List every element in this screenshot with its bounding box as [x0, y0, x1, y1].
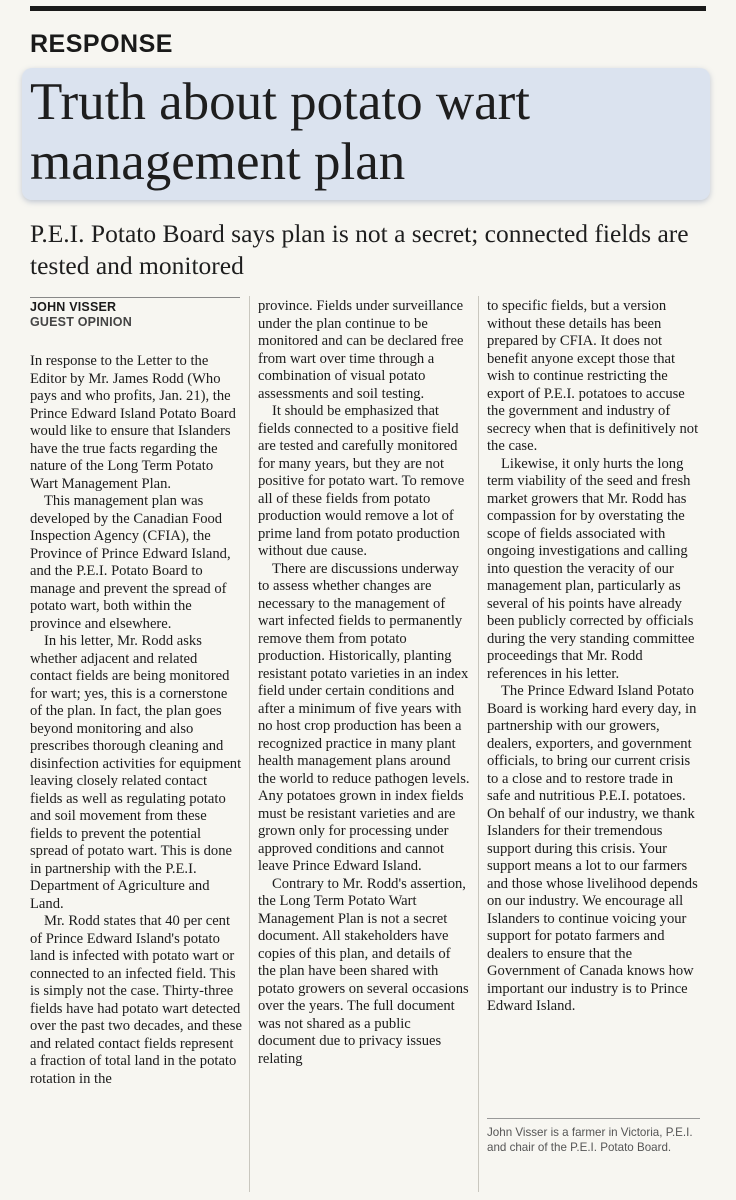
- paragraph: to specific fields, but a version without these details has been prepared by CFIA. It does not benefit anyone except those that wish to continue restricting the export of P.E.I. potatoes to accuse the government and industry of secrecy when that is definitively not the case.: [487, 298, 699, 454]
- byline-author: JOHN VISSER: [30, 300, 117, 314]
- top-rule: [30, 6, 706, 11]
- byline-rule: [30, 297, 240, 298]
- paragraph: This management plan was developed by the Canadian Food Inspection Agency (CFIA), the Province of Prince Edward Island, and the P.E.I. Potato Board to manage and prevent the spread of potato wart, both within the province and elsewhere.: [30, 493, 231, 632]
- column-divider: [478, 296, 479, 1192]
- article-column-3: [487, 298, 700, 1016]
- paragraph: There are discussions underway to assess whether changes are necessary to the management of wart infected fields to permanently remove them from potato production. Historically, planting resistant potato varieties in an index field under certain conditions and after a minimum of five years with no host crop production has been a recognized practice in many plant health management plans around the world to reduce pathogen levels. Any potatoes grown in index fields must be resistant varieties and are grown only for processing under approved conditions and cannot leave Prince Edward Island.: [258, 560, 470, 874]
- column-divider: [249, 296, 250, 1192]
- deck: P.E.I. Potato Board says plan is not a secret; connected fields are tested and monitored: [30, 219, 689, 280]
- paragraph: Contrary to Mr. Rodd's assertion, the Long Term Potato Wart Management Plan is not a secret document. All stakeholders have copies of this plan, and details of the plan have been shared with potato growers on several occasions over the years. The full document was not shared as a public document due to privacy issues relating: [258, 875, 469, 1067]
- paragraph: province. Fields under surveillance under the plan continue to be monitored and can be declared free from wart over time through a combination of visual potato assessments and soil testing.: [258, 298, 464, 402]
- article-column-2: [258, 298, 470, 1068]
- paragraph: Mr. Rodd states that 40 per cent of Prince Edward Island's potato land is infected with potato wart or connected to an infected field. This is simply not the case. Thirty-three fields have had potato wart detected over the past two decades, and these and related contact fields represent a fraction of total land in the potato rotation in the: [30, 913, 242, 1087]
- paragraph: It should be emphasized that fields connected to a positive field are tested and carefully monitored for many years, but they are not positive for potato wart. To remove all of these fields from potato production would remove a lot of prime land from potato production without due cause.: [258, 403, 465, 559]
- paragraph: In response to the Letter to the Editor by Mr. James Rodd (Who pays and who profits, Jan. 21), the Prince Edward Island Potato Board would like to ensure that Islanders have the true facts regarding the nature of the Long Term Potato Wart Management Plan.: [30, 353, 236, 492]
- bio-rule: [487, 1118, 700, 1119]
- paragraph: Likewise, it only hurts the long term viability of the seed and fresh market growers that Mr. Rodd has compassion for by overstating the scope of fields associated with ongoing investigations and calling into question the veracity of our management plan, particularly as several of his points have already been publicly corrected by officials during the very standing committee proceedings that Mr. Rodd references in his letter.: [487, 455, 695, 682]
- byline-role: GUEST OPINION: [30, 315, 132, 329]
- section-kicker: RESPONSE: [30, 30, 173, 58]
- paragraph: In his letter, Mr. Rodd asks whether adjacent and related contact fields are being monitored for wart; yes, this is a cornerstone of the plan. In fact, the plan goes beyond monitoring and also prescribes thorough cleaning and disinfection activities for equipment leaving closely related contact fields as well as regulating potato and soil movement from these fields to prevent the potential spread of potato wart. This is done in partnership with the P.E.I. Department of Agriculture and Land.: [30, 633, 242, 912]
- article-column-1: [30, 353, 242, 1088]
- paragraph: The Prince Edward Island Potato Board is working hard every day, in partnership with our growers, dealers, exporters, and government officials, to bring our current crisis to a close and to restore trade in safe and nutritious P.E.I. potatoes. On behalf of our industry, we thank Islanders for their tremendous support during this crisis. Your support means a lot to our farmers and those whose livelihood depends on our industry. We encourage all Islanders to continue voicing your support for potato farmers and dealers to ensure that the Government of Canada knows how important our industry is to Prince Edward Island.: [487, 683, 698, 1014]
- author-bio: John Visser is a farmer in Victoria, P.E.I. and chair of the P.E.I. Potato Board.: [487, 1126, 693, 1154]
- headline: Truth about potato wart management plan: [30, 73, 531, 191]
